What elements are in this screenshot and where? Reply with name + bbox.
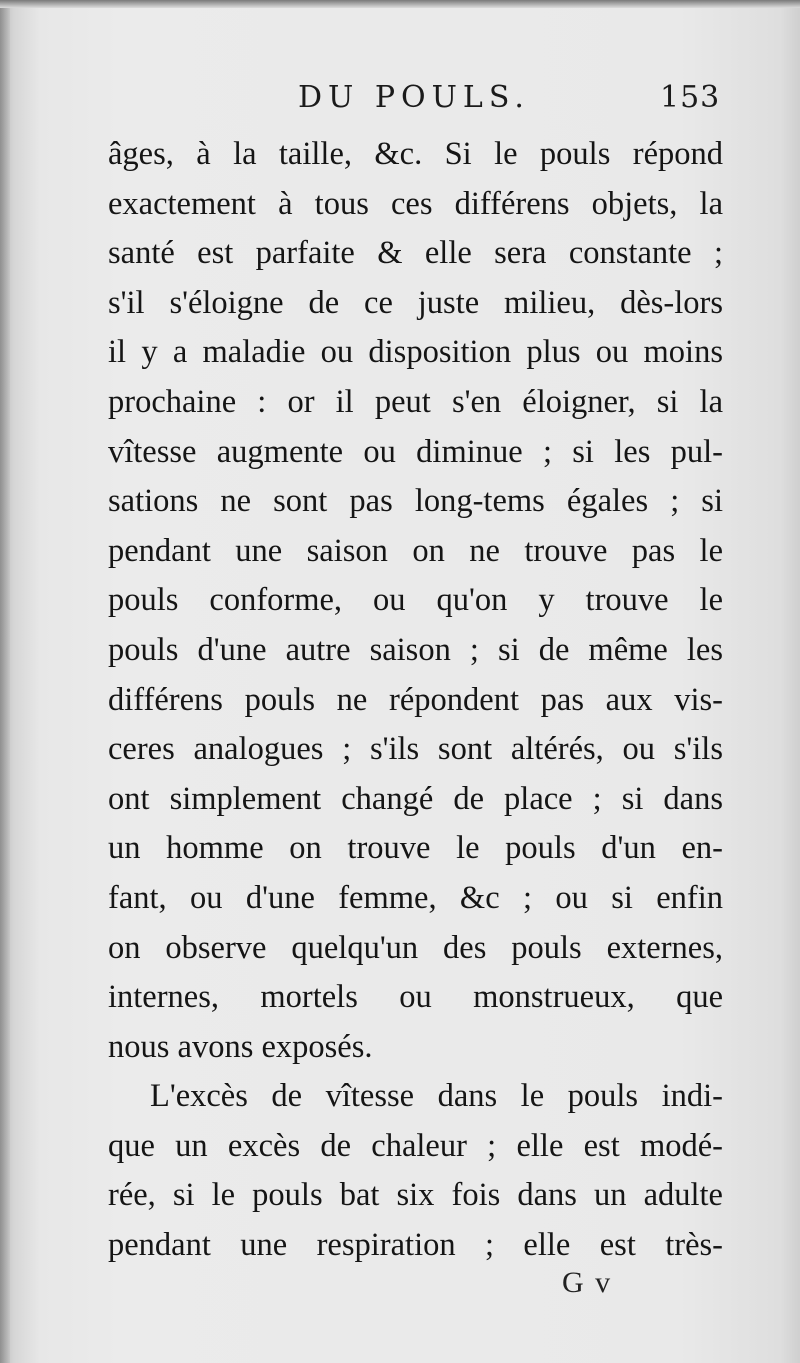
- text-line: âges, à la taille, &c. Si le pouls répond: [108, 136, 723, 172]
- text-line: il y a maladie ou disposition plus ou moins: [108, 334, 723, 371]
- paragraph-2: [108, 1072, 723, 1270]
- text-line: pendant une respiration ; elle est très-: [108, 1227, 723, 1264]
- text-line: pendant une saison on ne trouve pas le: [108, 532, 723, 569]
- text-line: santé est parfaite & elle sera constante ;: [108, 235, 723, 272]
- text-line: que un excès de chaleur ; elle est modé-: [108, 1127, 723, 1164]
- page-header: [0, 80, 800, 130]
- text-line: fant, ou d'une femme, &c ; ou si enfin: [108, 879, 723, 916]
- text-line: différens pouls ne répondent pas aux vis-: [108, 681, 723, 718]
- text-line: ceres analogues ; s'ils sont altérés, ou s'ils: [108, 731, 723, 768]
- page-top-edge: [0, 0, 800, 8]
- text-line: prochaine : or il peut s'en éloigner, si la: [108, 383, 723, 420]
- text-line: on observe quelqu'un des pouls externes,: [108, 929, 723, 966]
- text-line: sations ne sont pas long-tems égales ; si: [108, 483, 723, 520]
- text-line: s'il s'éloigne de ce juste milieu, dès-lors: [108, 284, 723, 321]
- text-line: vîtesse augmente ou diminue ; si les pul-: [108, 433, 723, 470]
- book-spine-shadow: [0, 0, 10, 1363]
- text-line: internes, mortels ou monstrueux, que: [108, 979, 723, 1016]
- running-title: DU POULS.: [298, 80, 530, 115]
- text-line: exactement à tous ces différens objets, la: [108, 185, 723, 222]
- text-line: pouls d'une autre saison ; si de même les: [108, 631, 723, 668]
- page-number: 153: [660, 80, 721, 115]
- text-line: L'excès de vîtesse dans le pouls indi-: [150, 1078, 723, 1115]
- text-line: nous avons exposés.: [108, 1028, 373, 1065]
- signature-mark: G v: [562, 1266, 613, 1299]
- body-text: [108, 130, 723, 1271]
- text-line: ont simplement changé de place ; si dans: [108, 780, 723, 817]
- text-line: un homme on trouve le pouls d'un en-: [108, 830, 723, 867]
- text-line: pouls conforme, ou qu'on y trouve le: [108, 582, 723, 619]
- paragraph-1: [108, 130, 723, 1072]
- text-line: rée, si le pouls bat six fois dans un adulte: [108, 1177, 723, 1214]
